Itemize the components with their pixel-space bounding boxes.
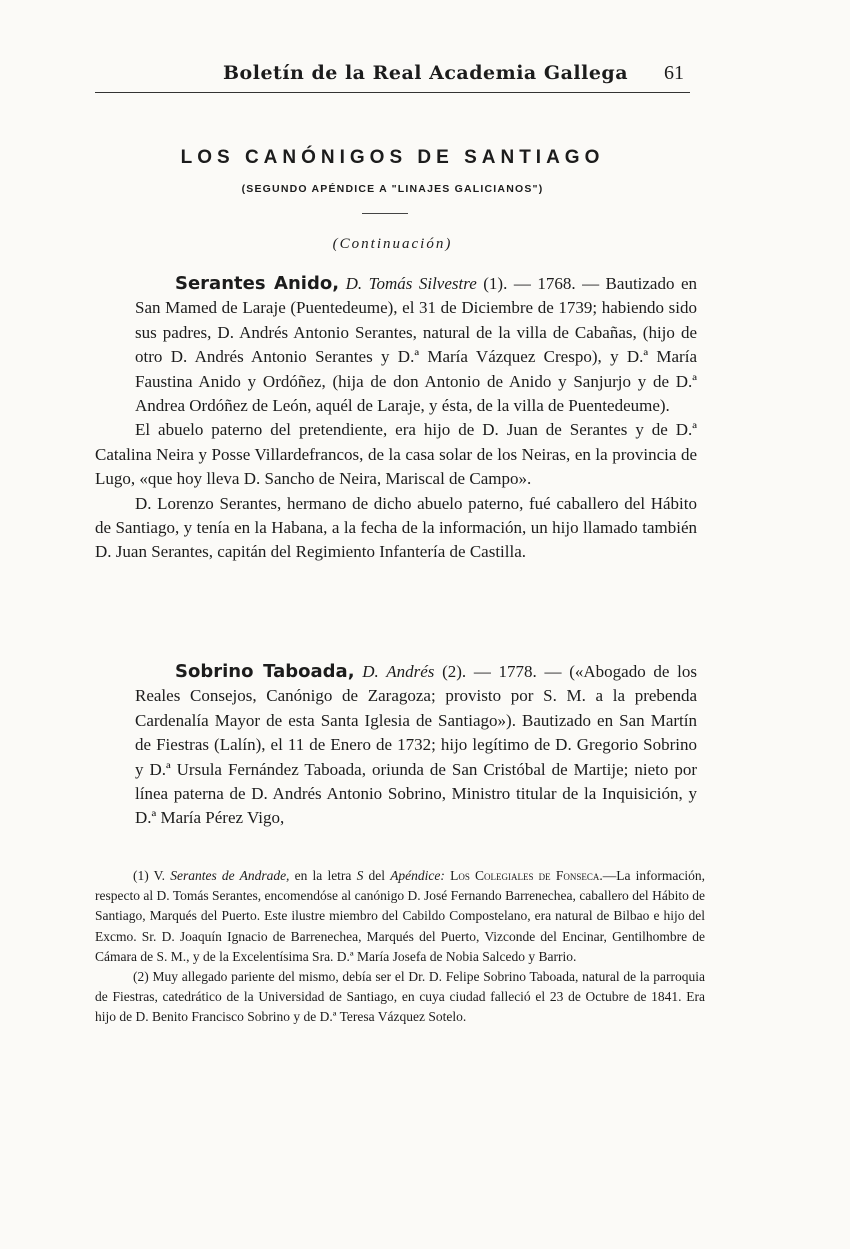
entry-sobrino-taboada (95, 660, 697, 831)
journal-title: Boletín de la Real Academia Gallega (223, 62, 629, 84)
entry-serantes-anido (95, 272, 697, 565)
entry-given-name: D. Tomás Silvestre (345, 274, 477, 293)
page-number: 61 (664, 62, 684, 84)
footnote-ref-title: Serantes de Andrade, (170, 868, 290, 883)
body-paragraph: El abuelo paterno del pretendiente, era hijo de D. Juan de Serantes y de D.ª Catalina Neira y Posse Villardefrancos, de la casa solar de los Neiras, en la provincia de Lugo, «que hoy lleva D. Sancho de Neira, Mariscal de Campo». (95, 420, 697, 489)
footnote-text: Muy allegado pariente del mismo, debía ser el Dr. D. Felipe Sobrino Taboada, natural de la parroquia de Fiestras, catedrático de la Universidad de Santiago, en cuya ciudad falleció el 23 de Octubre de 1841. Era hijo de D. Benito Francisco Sobrino y de D.ª Teresa Vázquez Sotelo. (95, 969, 705, 1025)
footnote-letter: S (356, 868, 364, 883)
footnote-collection: Los Colegiales de Fonseca. (444, 868, 603, 883)
footnote-reference[interactable]: (2). (434, 662, 467, 681)
footnote-see: V. (148, 868, 171, 883)
footnote-appendix: Apéndice: (390, 868, 445, 883)
footnote-marker: (1) (133, 868, 149, 883)
running-header (95, 60, 690, 93)
article-title: LOS CANÓNIGOS DE SANTIAGO (180, 147, 605, 168)
article-subtitle: (SEGUNDO APÉNDICE A "LINAJES GALICIANOS") (241, 183, 544, 195)
entry-lead-paragraph (95, 272, 697, 418)
footnotes (95, 866, 705, 1028)
footnote-1 (95, 866, 705, 967)
title-divider (362, 213, 408, 214)
footnote-marker: (2) (133, 969, 149, 985)
entry-given-name: D. Andrés (362, 662, 435, 681)
entry-heading: Serantes Anido, (175, 273, 340, 294)
footnote-text: del (363, 868, 391, 883)
body-paragraph: D. Lorenzo Serantes, hermano de dicho abuelo paterno, fué caballero del Hábito de Santiago, y tenía en la Habana, a la fecha de la información, un hijo llamado también D. Juan Serantes, capitán del Regimiento Infantería de Castilla. (95, 493, 697, 562)
footnote-2 (95, 967, 705, 1028)
footnote-text: —La información, respecto al D. Tomás Serantes, encomendóse al canónigo D. José Fernando Barrenechea, caballero del Hábito de Santiago, Marqués del Puerto. Este ilustre miembro del Cabildo Compostelano, era natural de Bilbao e hijo del Excmo. Sr. D. Joaquín Ignacio de Barrenechea, Marqués del Puerto, Vizconde del Encinar, Gentilhombre de Cámara de S. M., y de la Excelentísima Sra. D.ª María Josefa de Nobia Salcedo y Barrio. (95, 868, 705, 964)
entry-heading: Sobrino Taboada, (175, 661, 355, 682)
entry-lead-text: — 1778. — («Abogado de los Reales Consejos, Canónigo de Zaragoza; provisto por S. M. a la prebenda Cardenalía Mayor de esta Santa Iglesia de Santiago»). Bautizado en San Martín de Fiestras (Lalín), el 11 de Enero de 1732; hijo legítimo de D. Gregorio Sobrino y D.ª Ursula Fernández Taboada, oriunda de San Cristóbal de Martije; nieto por línea paterna de D. Andrés Antonio Sobrino, Ministro titular de la Inquisición, y D.ª María Pérez Vigo, (135, 662, 697, 828)
continuation-label: (Continuación) (332, 236, 453, 252)
entry-lead-text: — 1768. — Bautizado en San Mamed de Laraje (Puentedeume), el 31 de Diciembre de 1739; habiendo sido sus padres, D. Andrés Antonio Serantes, natural de la villa de Cabañas, (hijo de otro D. Andrés Antonio Serantes y D.ª María Vázquez Crespo), y D.ª María Faustina Anido y Ordóñez, (hija de don Antonio de Anido y Sanjurjo y de D.ª Andrea Ordóñez de León, aquél de Laraje, y ésta, de la villa de Puentedeume). (135, 274, 698, 416)
entry-lead-paragraph (95, 660, 697, 831)
footnote-text: en la letra (289, 868, 357, 883)
footnote-reference[interactable]: (1). (476, 274, 508, 293)
